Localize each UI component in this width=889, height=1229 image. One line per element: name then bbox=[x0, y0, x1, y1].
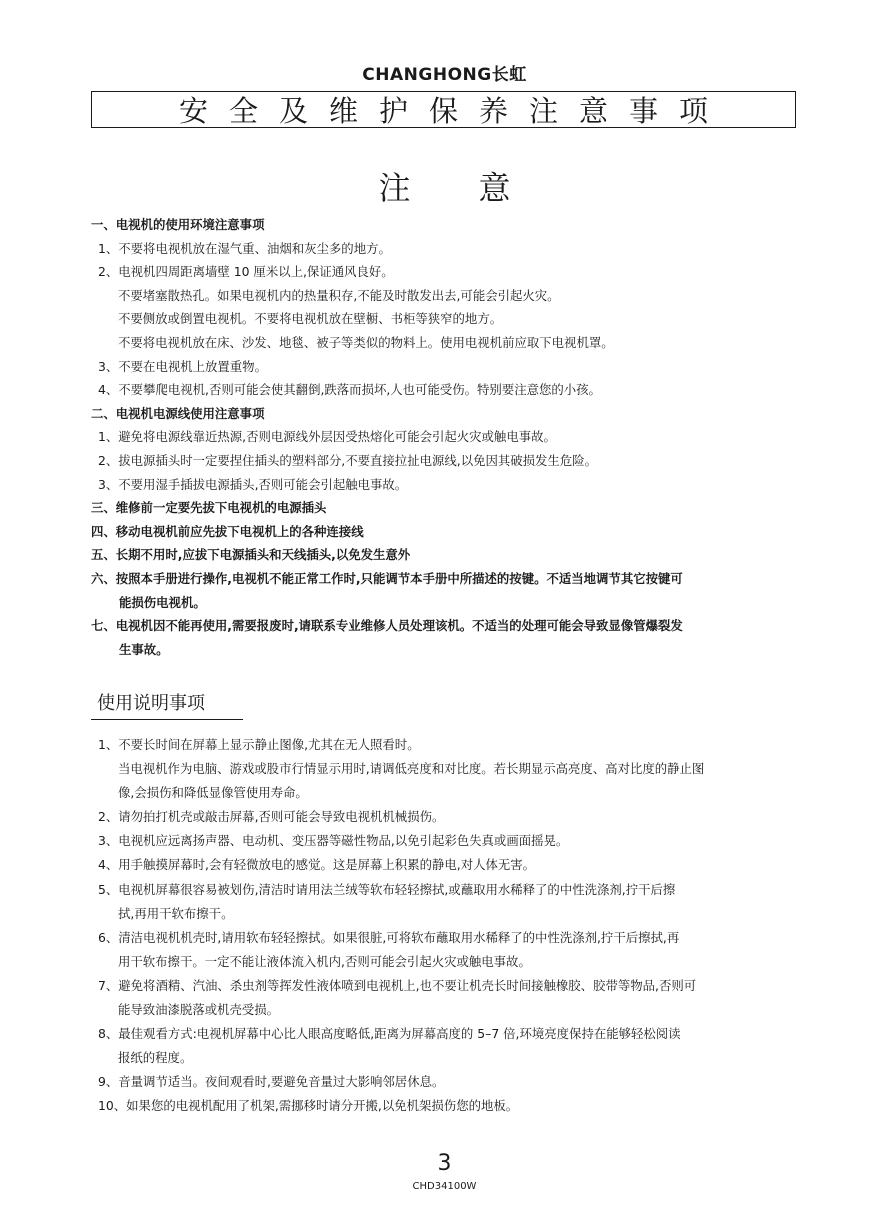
model-number: CHD34100W bbox=[412, 1181, 477, 1192]
text-line: 能损伤电视机。 bbox=[119, 594, 206, 610]
text-line: 六、按照本手册进行操作,电视机不能正常工作时,只能调节本手册中所描述的按键。不适当地调节其它按键可 bbox=[91, 570, 683, 586]
page-title: 安全及维护保养注意事项 bbox=[178, 94, 729, 128]
title-box bbox=[91, 91, 796, 128]
text-line: 8、最佳观看方式:电视机屏幕中心比人眼高度略低,距离为屏幕高度的 5–7 倍,环境亮度保持在能够轻松阅读 bbox=[98, 1026, 681, 1042]
section-usage-precautions bbox=[91, 213, 803, 661]
text-line: 2、请勿拍打机壳或敲击屏幕,否则可能会导致电视机机械损伤。 bbox=[98, 809, 445, 825]
text-line: 1、避免将电源线靠近热源,否则电源线外层因受热熔化可能会引起火灾或触电事故。 bbox=[98, 429, 556, 445]
section-instructions bbox=[91, 733, 803, 1119]
text-line: 四、移动电视机前应先拔下电视机上的各种连接线 bbox=[91, 523, 364, 539]
section-heading-instructions: 使用说明事项 bbox=[91, 689, 243, 720]
text-line: 能导致油漆脱落或机壳受损。 bbox=[118, 1002, 280, 1018]
text-line: 三、维修前一定要先拔下电视机的电源插头 bbox=[91, 500, 327, 516]
text-line: 不要将电视机放在床、沙发、地毯、被子等类似的物料上。使用电视机前应取下电视机罩。 bbox=[118, 334, 614, 350]
text-line: 4、用手触摸屏幕时,会有轻微放电的感觉。这是屏幕上积累的静电,对人体无害。 bbox=[98, 857, 536, 873]
text-line: 像,会损伤和降低显像管使用寿命。 bbox=[118, 785, 308, 801]
text-line: 5、电视机屏幕很容易被划伤,清洁时请用法兰绒等软布轻轻擦拭,或蘸取用水稀释了的中性洗涤剂,拧干后擦 bbox=[98, 881, 676, 897]
text-line: 2、电视机四周距离墙壁 10 厘米以上,保证通风良好。 bbox=[98, 264, 394, 280]
text-line: 报纸的程度。 bbox=[118, 1050, 193, 1066]
text-line: 1、不要长时间在屏幕上显示静止图像,尤其在无人照看时。 bbox=[98, 737, 420, 752]
text-line: 五、长期不用时,应拔下电源插头和天线插头,以免发生意外 bbox=[91, 547, 411, 563]
text-line: 不要堵塞散热孔。如果电视机内的热量积存,不能及时散发出去,可能会引起火灾。 bbox=[118, 287, 560, 303]
text-line: 2、拔电源插头时一定要捏住插头的塑料部分,不要直接拉扯电源线,以免因其破损发生危险。 bbox=[98, 452, 597, 468]
text-line: 拭,再用干软布擦干。 bbox=[118, 905, 234, 921]
notice-heading: 注意 bbox=[378, 169, 579, 207]
brand-logo: CHANGHONG长虹 bbox=[362, 65, 527, 85]
text-line: 一、电视机的使用环境注意事项 bbox=[91, 217, 265, 232]
page-number: 3 bbox=[437, 1151, 452, 1176]
text-line: 7、避免将酒精、汽油、杀虫剂等挥发性液体喷到电视机上,也不要让机壳长时间接触橡胶、胶带等物品,否则可 bbox=[98, 977, 697, 993]
text-line: 6、清洁电视机机壳时,请用软布轻轻擦拭。如果很脏,可将软布蘸取用水稀释了的中性洗涤剂,拧干后擦拭,再 bbox=[98, 929, 680, 945]
text-line: 3、电视机应远离扬声器、电动机、变压器等磁性物品,以免引起彩色失真或画面摇晃。 bbox=[98, 833, 569, 849]
text-line: 用干软布擦干。一定不能让液体流入机内,否则可能会引起火灾或触电事故。 bbox=[118, 953, 531, 969]
text-line: 1、不要将电视机放在湿气重、油烟和灰尘多的地方。 bbox=[98, 240, 391, 256]
text-line: 4、不要攀爬电视机,否则可能会使其翻倒,跌落而损坏,人也可能受伤。特别要注意您的小孩。 bbox=[98, 382, 601, 398]
text-line: 当电视机作为电脑、游戏或股市行情显示用时,请调低亮度和对比度。若长期显示高亮度、高对比度的静止图 bbox=[118, 761, 705, 777]
text-line: 3、不要用湿手插拔电源插头,否则可能会引起触电事故。 bbox=[98, 476, 408, 492]
text-line: 七、电视机因不能再使用,需要报废时,请联系专业维修人员处理该机。不适当的处理可能会导致显像管爆裂发 bbox=[91, 618, 683, 634]
text-line: 二、电视机电源线使用注意事项 bbox=[91, 405, 265, 421]
text-line: 不要侧放或倒置电视机。不要将电视机放在壁橱、书柜等狭窄的地方。 bbox=[118, 311, 503, 327]
text-line: 3、不要在电视机上放置重物。 bbox=[98, 358, 267, 374]
text-line: 生事故。 bbox=[119, 641, 169, 657]
text-line: 9、音量调节适当。夜间观看时,要避免音量过大影响邻居休息。 bbox=[98, 1074, 445, 1090]
text-line: 10、如果您的电视机配用了机架,需挪移时请分开搬,以免机架损伤您的地板。 bbox=[98, 1098, 519, 1114]
